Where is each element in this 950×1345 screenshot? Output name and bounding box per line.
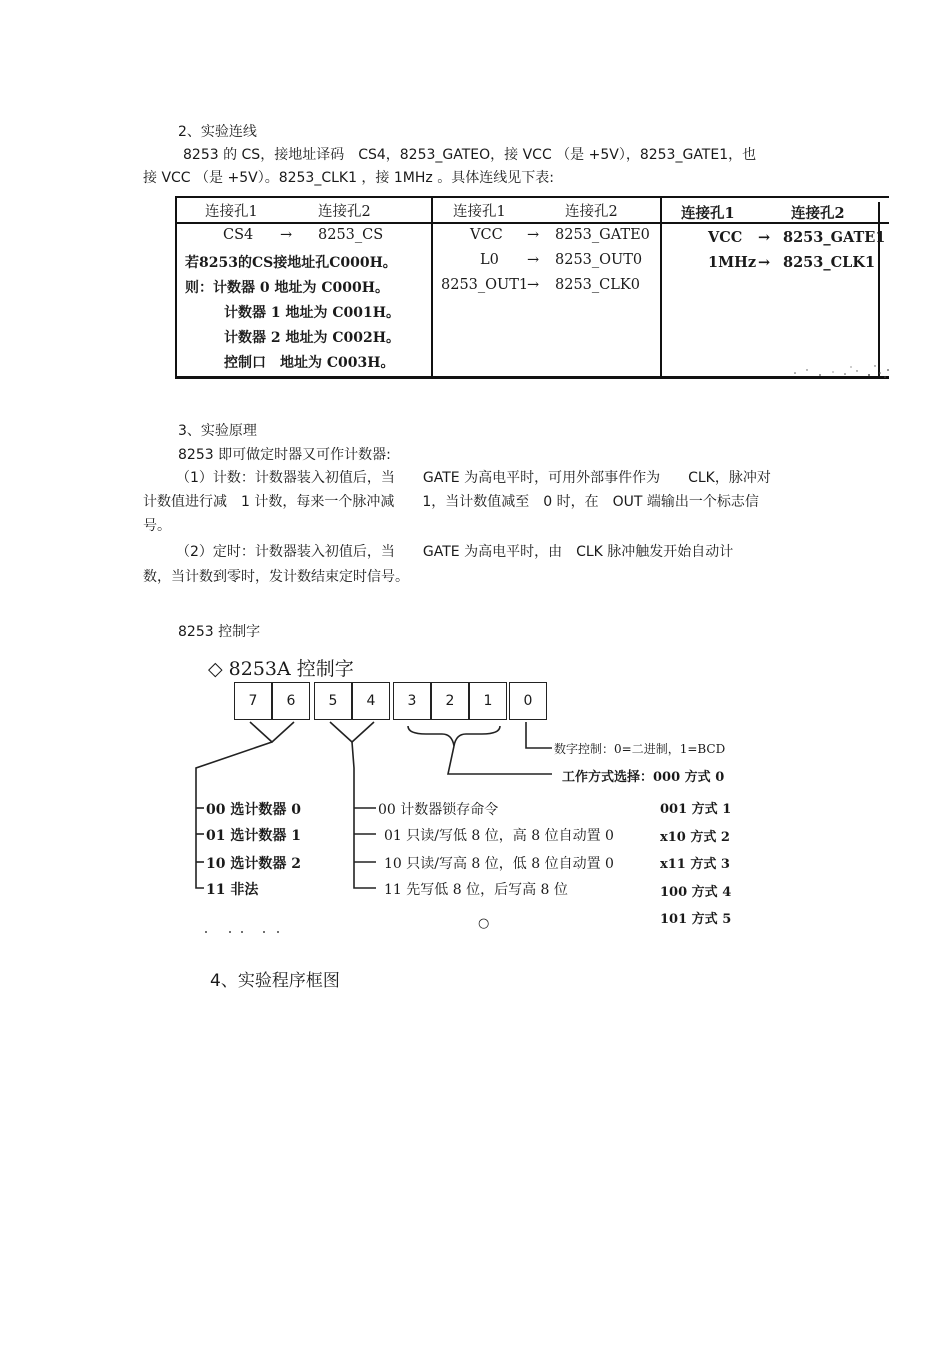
group3-header-col1: 连接孔1 — [681, 205, 735, 222]
group3-row2-from: 1MHz — [708, 254, 757, 271]
group2-header-col1: 连接孔1 — [453, 204, 506, 220]
rw-mode-01: 01 只读/写低 8 位，高 8 位自动置 0 — [384, 828, 614, 844]
group2-row1-from: VCC — [470, 227, 503, 243]
group1-header-col2: 连接孔2 — [318, 204, 371, 220]
group1-row1-arrow: → — [280, 227, 293, 243]
bit-box-6: 6 — [272, 682, 310, 720]
rw-mode-11: 11 先写低 8 位，后写高 8 位 — [384, 882, 568, 898]
group3-header-col2: 连接孔2 — [791, 205, 845, 222]
bit-box-0: 0 — [509, 682, 547, 720]
section-3-intro: 8253 即可做定时器又可作计数器: — [178, 447, 391, 463]
diagram-title: ◇ 8253A 控制字 — [208, 658, 354, 680]
bit-box-1: 1 — [469, 682, 507, 720]
group3-row1-from: VCC — [708, 229, 743, 246]
group3-row2-to: 8253_CLK1 — [783, 254, 876, 271]
group1-note-line-3: 计数器 1 地址为 C001H。 — [224, 305, 400, 321]
rw-mode-00: 00 计数器锁存命令 — [378, 802, 499, 818]
group1-header-col1: 连接孔1 — [205, 204, 258, 220]
group1-note-line-5: 控制口 地址为 C003H。 — [224, 355, 395, 371]
control-word-diagram — [190, 650, 750, 940]
section-3-p2-line-1: （2）定时：计数器装入初值后，当 GATE 为高电平时，由 CLK 脉冲触发开始自动计 — [176, 544, 734, 560]
group3-row1-arrow: → — [758, 229, 771, 246]
mode-option-5: 101 方式 5 — [660, 912, 732, 927]
section-2-paragraph-line-2: 接 VCC （是 +5V）。8253_CLK1 ，接 1MHz 。具体连线见下表: — [143, 170, 554, 186]
group1-note-line-4: 计数器 2 地址为 C002H。 — [224, 330, 400, 346]
group3-row2-arrow: → — [758, 254, 771, 271]
bit-box-3: 3 — [393, 682, 431, 720]
group1-row1-from: CS4 — [223, 227, 254, 243]
group2-row3-arrow: → — [527, 277, 540, 293]
section-3-p1-line-3: 号。 — [143, 518, 171, 534]
bit-box-4: 4 — [352, 682, 390, 720]
group1-row1-to: 8253_CS — [318, 227, 384, 243]
counter-select-10: 10 选计数器 2 — [206, 856, 301, 872]
section-3-p1-line-2: 计数值进行减 1 计数，每来一个脉冲减 1，当计数值减至 0 时，在 OUT 端输出一个标志信 — [143, 494, 759, 510]
group2-row1-to: 8253_GATE0 — [555, 227, 650, 243]
group2-row2-arrow: → — [527, 252, 540, 268]
section-2-paragraph-line-1: 8253 的 CS，接地址译码 CS4，8253_GATEO，接 VCC （是 +5V），8253_GATE1，也 — [183, 147, 757, 163]
mode-option-3: x11 方式 3 — [660, 857, 730, 872]
group2-row3-from: 8253_OUT1 — [441, 277, 529, 293]
bit-box-5: 5 — [314, 682, 352, 720]
rw-mode-10: 10 只读/写高 8 位，低 8 位自动置 0 — [384, 856, 614, 872]
group2-row3-to: 8253_CLK0 — [555, 277, 640, 293]
group3-row1-to: 8253_GATE1 — [783, 229, 886, 246]
mode-option-1: 001 方式 1 — [660, 802, 732, 817]
group2-row2-to: 8253_OUT0 — [555, 252, 643, 268]
scan-dots-decoration — [202, 928, 292, 936]
mode-option-4: 100 方式 4 — [660, 885, 732, 900]
group1-note-line-2: 则：计数器 0 地址为 C000H。 — [185, 280, 389, 296]
mode-select-label: 工作方式选择：000 方式 0 — [562, 770, 725, 785]
counter-select-11: 11 非法 — [206, 882, 259, 898]
section-3-p1-line-1: （1）计数：计数器装入初值后，当 GATE 为高电平时，可用外部事件作为 CLK，脉冲对 — [176, 470, 771, 486]
control-word-caption: 8253 控制字 — [178, 624, 261, 640]
bcd-control-note: 数字控制：0=二进制，1=BCD — [554, 742, 726, 756]
counter-select-01: 01 选计数器 1 — [206, 828, 301, 844]
bit-box-7: 7 — [234, 682, 272, 720]
counter-select-00: 00 选计数器 0 — [206, 802, 301, 818]
group2-header-col2: 连接孔2 — [565, 204, 618, 220]
section-2-heading: 2、实验连线 — [178, 124, 257, 140]
section-3-heading: 3、实验原理 — [178, 423, 257, 439]
small-circle-mark: ○ — [478, 916, 490, 931]
mode-option-2: x10 方式 2 — [660, 830, 730, 845]
bit-box-2: 2 — [431, 682, 469, 720]
section-4-heading: 4、实验程序框图 — [210, 971, 340, 991]
section-3-p2-line-2: 数，当计数到零时，发计数结束定时信号。 — [143, 569, 409, 585]
wiring-table — [175, 196, 889, 380]
group2-row1-arrow: → — [527, 227, 540, 243]
group1-note-line-1: 若8253的CS接地址孔C000H。 — [185, 255, 397, 271]
group2-row2-from: L0 — [480, 252, 499, 268]
scan-noise-decoration — [785, 361, 895, 381]
